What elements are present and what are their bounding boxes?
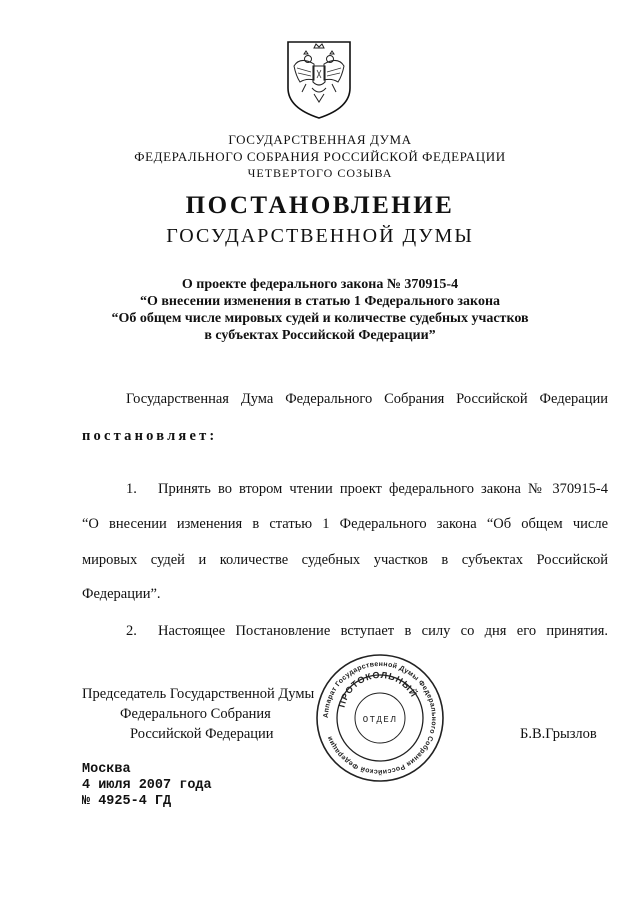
resolves-word: постановляет: [82, 428, 218, 444]
document-type-title: ПОСТАНОВЛЕНИЕ [185, 192, 455, 219]
protocol-department-stamp [314, 652, 446, 784]
item-1-number: 1. [126, 481, 137, 497]
header-line-2: ФЕДЕРАЛЬНОГО СОБРАНИЯ РОССИЙСКОЙ ФЕДЕРАЦИИ [134, 149, 506, 164]
signature-title-line-1: Председатель Государственной Думы [82, 686, 315, 702]
coat-of-arms-emblem [284, 38, 354, 120]
subject-line-4: в субъектах Российской Федерации” [204, 328, 436, 343]
stamp-center-text: ОТДЕЛ [362, 715, 398, 725]
item-1-line-2: “О внесении изменения в статью 1 Федерального закона “Об общем числе [82, 516, 608, 532]
signatory-name: Б.В.Грызлов [520, 726, 597, 742]
footer-city: Москва [82, 762, 131, 777]
subject-line-3: “Об общем числе мировых судей и количестве судебных участков [111, 311, 529, 326]
header-line-1: ГОСУДАРСТВЕННАЯ ДУМА [228, 132, 412, 147]
subject-line-1: О проекте федерального закона № 370915-4 [181, 277, 459, 292]
item-1-text-1: Принять во втором чтении проект федерального закона № 370915-4 [158, 481, 608, 497]
footer-number: № 4925-4 ГД [82, 794, 172, 809]
item-1-line-4: Федерации”. [82, 586, 161, 602]
subject-line-2: “О внесении изменения в статью 1 Федерального закона [139, 294, 501, 309]
item-2-text: Настоящее Постановление вступает в силу со дня его принятия. [158, 623, 608, 639]
stamp-outer-text: Аппарат Государственной Думы Федерального Собрания Российской Федерации [322, 660, 438, 776]
document-issuer: ГОСУДАРСТВЕННОЙ ДУМЫ [166, 225, 474, 247]
signature-title-line-2: Федерального Собрания [120, 706, 271, 722]
header-line-3: ЧЕТВЕРТОГО СОЗЫВА [247, 166, 393, 180]
stamp-inner-text: ПРОТОКОЛЬНЫЙ [336, 669, 420, 709]
preamble-text: Государственная Дума Федерального Собрания Российской Федерации [126, 391, 608, 407]
item-1-line-3: мировых судей и количестве судебных участков в субъектах Российской [82, 552, 608, 568]
footer-date: 4 июля 2007 года [82, 778, 212, 793]
item-2-number: 2. [126, 623, 137, 639]
signature-title-line-3: Российской Федерации [130, 726, 274, 742]
